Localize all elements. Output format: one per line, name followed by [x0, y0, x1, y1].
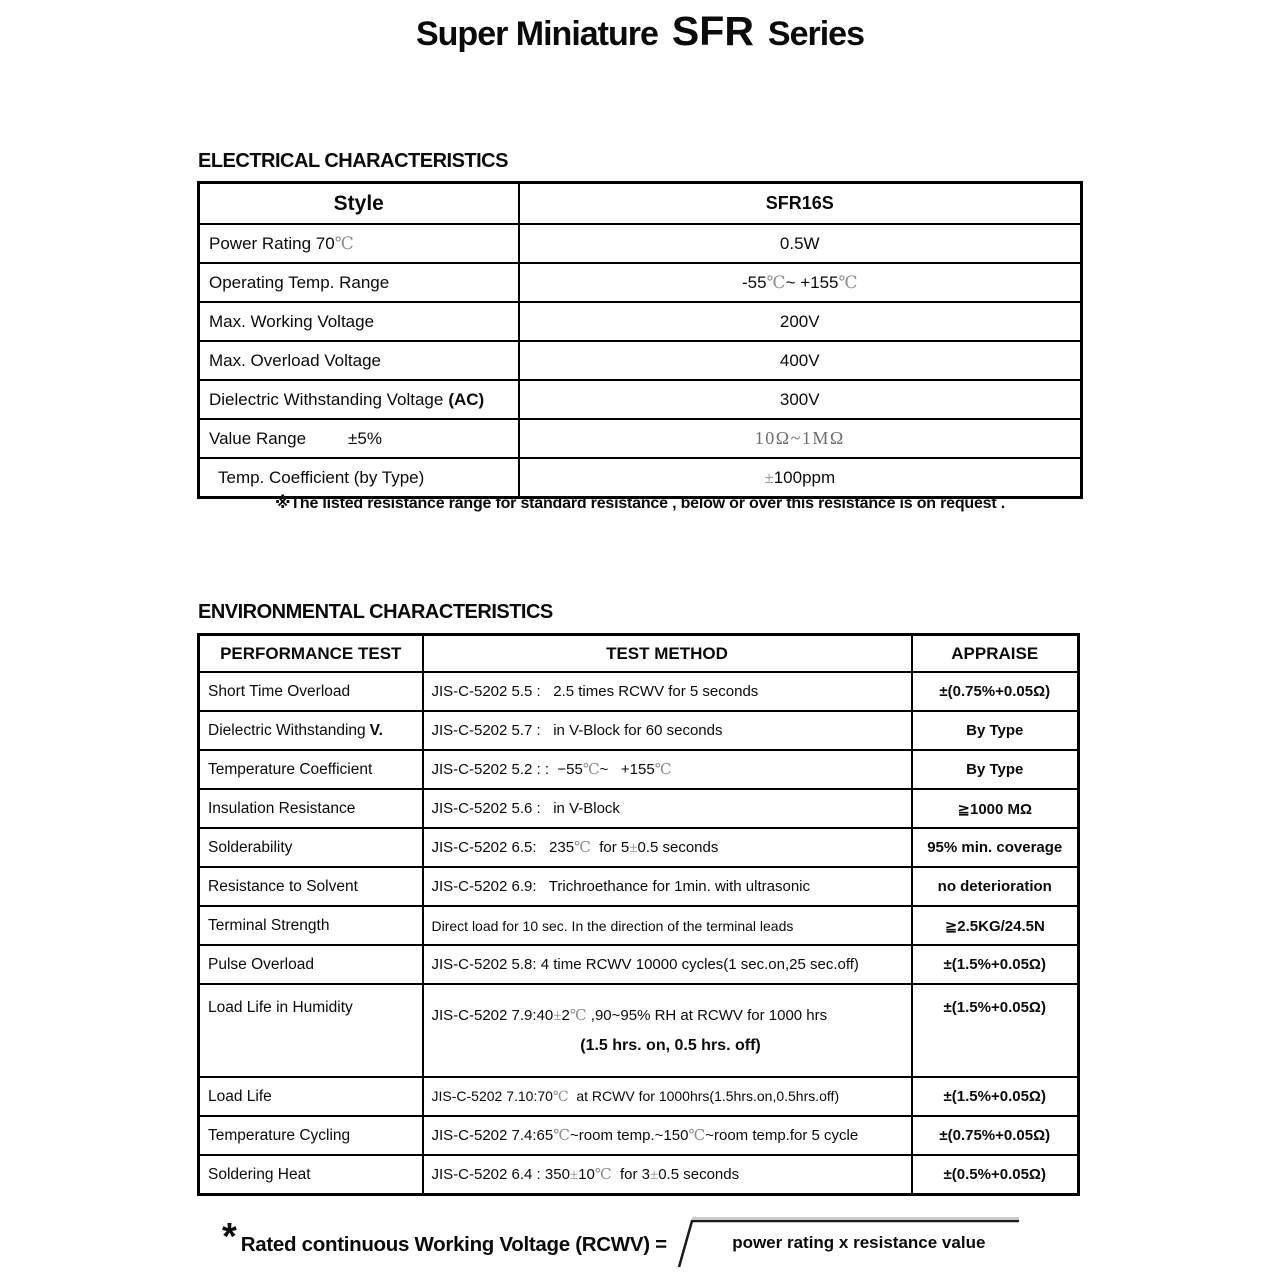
test-method-cell: JIS-C-5202 7.4:65℃~room temp.~150℃~room temp.for 5 cycle	[423, 1116, 912, 1155]
appraise-cell: ±(0.5%+0.05Ω)	[912, 1155, 1079, 1195]
table-row	[199, 458, 1082, 498]
perf-test-cell: Load Life	[199, 1077, 423, 1116]
environmental-section-heading: ENVIRONMENTAL CHARACTERISTICS	[198, 601, 553, 623]
title-suffix: Series	[767, 15, 865, 53]
perf-test-cell: Resistance to Solvent	[199, 867, 423, 906]
perf-test-cell: Terminal Strength	[199, 906, 423, 945]
row-value-cell: -55℃~ +155℃	[519, 263, 1082, 302]
row-label-cell: Temp. Coefficient (by Type)	[199, 458, 519, 498]
table-row	[199, 263, 1082, 302]
test-method-cell: JIS-C-5202 6.9: Trichroethance for 1min. with ultrasonic	[423, 867, 912, 906]
row-label-cell: Max. Overload Voltage	[199, 341, 519, 380]
test-method-cell: JIS-C-5202 5.5 : 2.5 times RCWV for 5 seconds	[423, 672, 912, 711]
perf-test-cell: Insulation Resistance	[199, 789, 423, 828]
table-row	[199, 224, 1082, 263]
resistance-range-note: ※The listed resistance range for standard resistance , below or over this resistance is on request .	[274, 495, 1006, 512]
test-method-cell: JIS-C-5202 5.6 : in V-Block	[423, 789, 912, 828]
appraise-cell: no deterioration	[912, 867, 1079, 906]
table-row	[199, 984, 1079, 1077]
appraise-cell: By Type	[912, 711, 1079, 750]
page-title	[0, 8, 1280, 55]
square-root-symbol	[673, 1216, 1023, 1270]
table-row	[199, 711, 1079, 750]
row-value-cell: 10Ω~1MΩ	[519, 419, 1082, 458]
appraise-cell: ±(1.5%+0.05Ω)	[912, 945, 1079, 984]
radicand-text: power rating x resistance value	[732, 1233, 986, 1252]
test-method-cell: JIS-C-5202 7.10:70℃ at RCWV for 1000hrs(1.5hrs.on,0.5hrs.off)	[423, 1077, 912, 1116]
row-label-cell: Value Range ±5%	[199, 419, 519, 458]
perf-test-cell: Load Life in Humidity	[199, 984, 423, 1077]
table-row	[199, 1155, 1079, 1195]
appraise-cell: 95% min. coverage	[912, 828, 1079, 867]
appraise-cell: ±(0.75%+0.05Ω)	[912, 672, 1079, 711]
test-method-cell: JIS-C-5202 6.5: 235℃ for 5±0.5 seconds	[423, 828, 912, 867]
rcwv-label: Rated continuous Working Voltage (RCWV) =	[240, 1233, 667, 1256]
appraise-cell: By Type	[912, 750, 1079, 789]
perf-test-cell: Pulse Overload	[199, 945, 423, 984]
appraise-cell: ±(1.5%+0.05Ω)	[912, 984, 1079, 1077]
row-value-cell: ±100ppm	[519, 458, 1082, 498]
appraise-cell: ±(0.75%+0.05Ω)	[912, 1116, 1079, 1155]
table-row	[199, 789, 1079, 828]
test-method-cell: JIS-C-5202 5.7 : in V-Block for 60 seconds	[423, 711, 912, 750]
table-row	[199, 1116, 1079, 1155]
table-row	[199, 672, 1079, 711]
perf-test-cell: Soldering Heat	[199, 1155, 423, 1195]
row-label-cell: Power Rating 70℃	[199, 224, 519, 263]
test-method-cell: JIS-C-5202 5.8: 4 time RCWV 10000 cycles(1 sec.on,25 sec.off)	[423, 945, 912, 984]
test-method-header-cell: TEST METHOD	[423, 635, 912, 673]
table-row	[199, 750, 1079, 789]
perf-test-cell: Solderability	[199, 828, 423, 867]
appraise-cell: ≧2.5KG/24.5N	[912, 906, 1079, 945]
row-value-cell: 0.5W	[519, 224, 1082, 263]
appraise-header-cell: APPRAISE	[912, 635, 1079, 673]
row-label-cell: Dielectric Withstanding Voltage (AC)	[199, 380, 519, 419]
table-row	[199, 906, 1079, 945]
test-method-cell: JIS-C-5202 5.2 : : −55℃~ +155℃	[423, 750, 912, 789]
style-header-cell: Style	[199, 183, 519, 225]
perf-test-cell: Temperature Coefficient	[199, 750, 423, 789]
table-row	[199, 867, 1079, 906]
appraise-cell: ≧1000 MΩ	[912, 789, 1079, 828]
electrical-table	[197, 181, 1083, 499]
environmental-table	[197, 633, 1080, 1196]
table-row	[199, 828, 1079, 867]
asterisk-mark: *	[222, 1216, 237, 1258]
table-row	[199, 341, 1082, 380]
perf-test-cell: Short Time Overload	[199, 672, 423, 711]
test-method-cell: Direct load for 10 sec. In the direction of the terminal leads	[423, 906, 912, 945]
perf-test-cell: Temperature Cycling	[199, 1116, 423, 1155]
row-value-cell: 200V	[519, 302, 1082, 341]
row-value-cell: 400V	[519, 341, 1082, 380]
table-row	[199, 302, 1082, 341]
test-method-cell: JIS-C-5202 7.9:40±2℃ ,90~95% RH at RCWV for 1000 hrs (1.5 hrs. on, 0.5 hrs. off)	[423, 984, 912, 1077]
appraise-cell: ±(1.5%+0.05Ω)	[912, 1077, 1079, 1116]
table-row	[199, 380, 1082, 419]
test-method-cell: JIS-C-5202 6.4 : 350±10℃ for 3±0.5 seconds	[423, 1155, 912, 1195]
table-header-row	[199, 183, 1082, 225]
table-row	[199, 419, 1082, 458]
row-label-cell: Max. Working Voltage	[199, 302, 519, 341]
table-row	[199, 1077, 1079, 1116]
title-prefix: Super Miniature	[415, 15, 658, 53]
row-value-cell: 300V	[519, 380, 1082, 419]
row-label-cell: Operating Temp. Range	[199, 263, 519, 302]
table-header-row	[199, 635, 1079, 673]
performance-test-header-cell: PERFORMANCE TEST	[199, 635, 423, 673]
electrical-section-heading: ELECTRICAL CHARACTERISTICS	[198, 150, 508, 172]
table-row	[199, 945, 1079, 984]
perf-test-cell: Dielectric Withstanding V.	[199, 711, 423, 750]
rcwv-formula	[222, 1216, 1023, 1270]
model-header-cell: SFR16S	[519, 183, 1082, 225]
title-series-code: SFR	[671, 8, 754, 54]
